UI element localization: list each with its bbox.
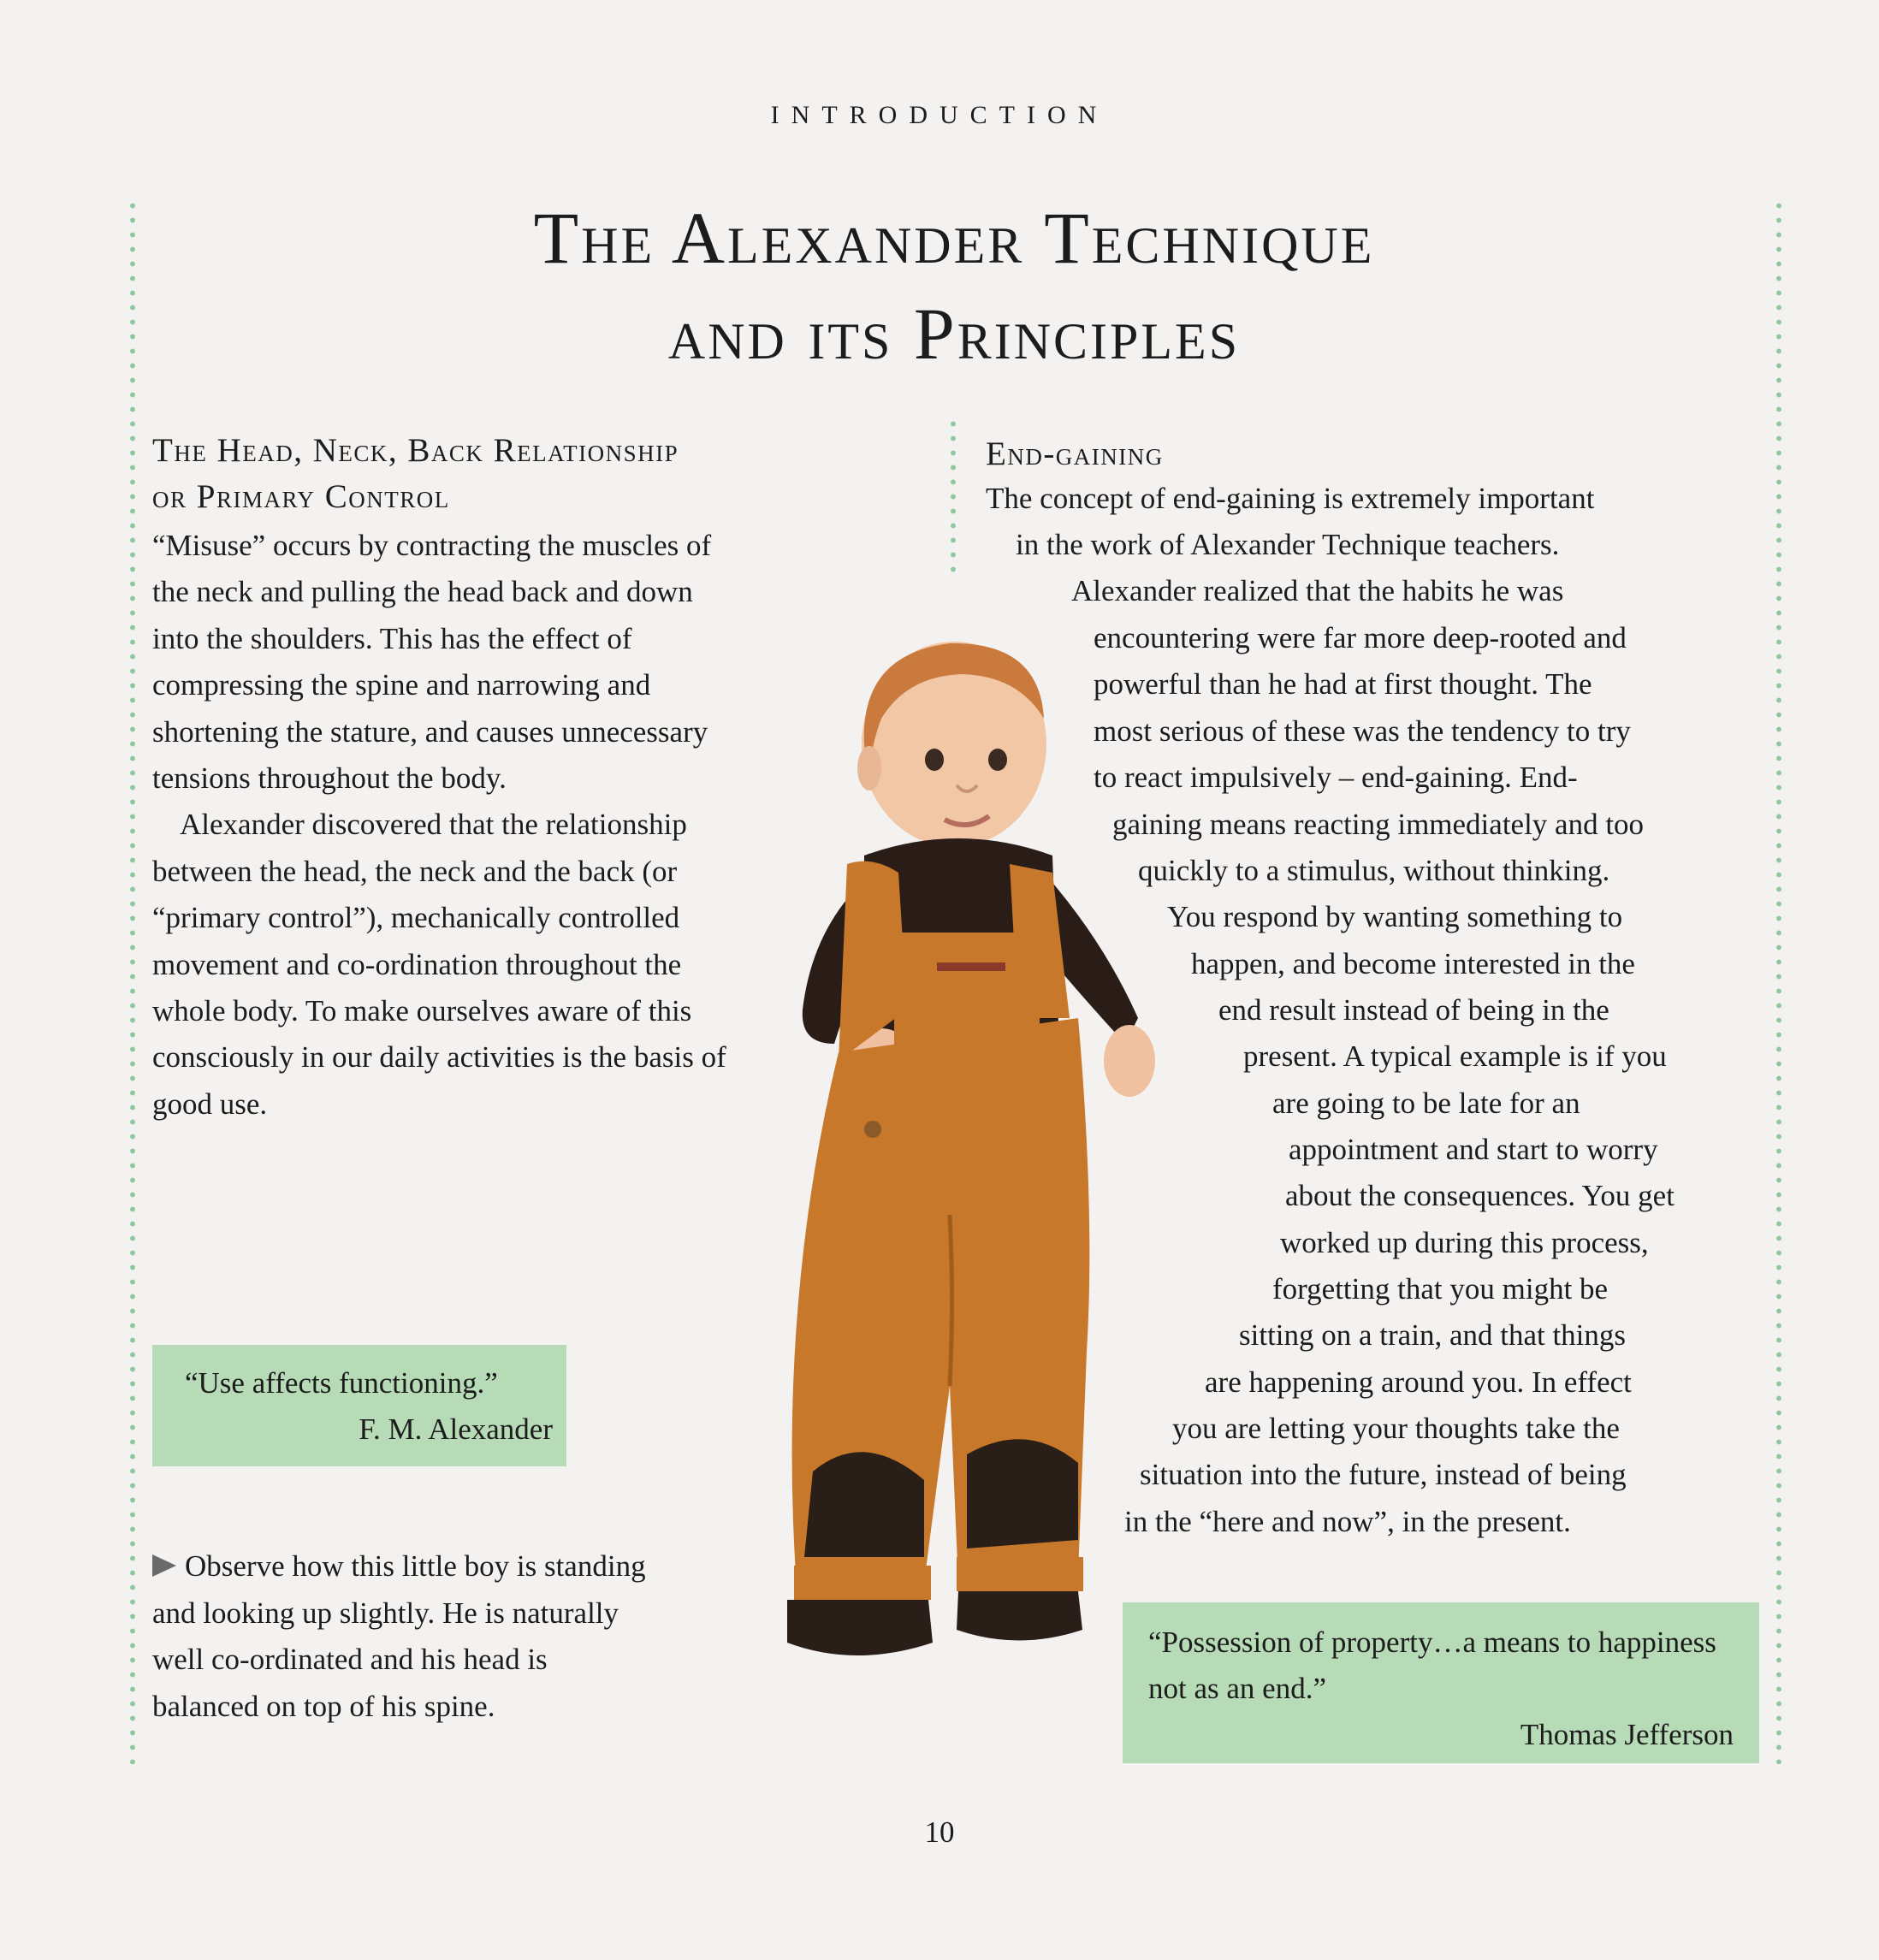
text-line: situation into the future, instead of being [1140,1458,1627,1491]
text-line: appointment and start to worry [1289,1133,1658,1166]
alexander-quote: “Use affects functioning.” [185,1366,498,1400]
end-gaining-heading: End-gaining [986,435,1164,472]
text-line: are going to be late for an [1272,1087,1580,1120]
jefferson-quote: “Possession of property…a means to happiness not as an end.” [1148,1625,1716,1705]
primary-control-heading [152,428,880,520]
text-line: Alexander realized that the habits he was [1071,574,1564,607]
left-dotted-border [130,198,135,1764]
text-line: You respond by wanting something to [1167,900,1623,933]
text-line: encountering were far more deep-rooted and [1094,621,1627,654]
text-line: in the “here and now”, in the present. [1124,1505,1571,1538]
text-line: The concept of end-gaining is extremely important [986,482,1595,515]
text-line: present. A typical example is if you [1243,1039,1667,1073]
text-line: sitting on a train, and that things [1239,1318,1627,1352]
text-line: about the consequences. You get [1285,1179,1675,1212]
primary-control-paragraph: Alexander discovered that the relationship between the head, the neck and the back (or “primary control”), mechanically controlled movement and co-ordination throughout the whole body. To make ourselves aware of this consciously in our daily activities is the basis of good use. [152,808,726,1121]
jefferson-attribution: Thomas Jefferson [1520,1718,1734,1751]
alexander-quote-box [152,1345,566,1466]
title-line-1: The Alexander Technique [533,197,1375,279]
text-line: are happening around you. In effect [1205,1365,1632,1399]
heading-line-1: The Head, Neck, Back Relationship [152,432,679,469]
text-line: end result instead of being in the [1218,993,1609,1027]
text-line: quickly to a stimulus, without thinking. [1138,854,1610,887]
text-line: most serious of these was the tendency to try [1094,714,1631,748]
text-line: forgetting that you might be [1272,1272,1609,1306]
text-line: in the work of Alexander Technique teachers. [1016,528,1560,561]
text-line: to react impulsively – end-gaining. End- [1094,761,1578,794]
caption-text: Observe how this little boy is standing and looking up slightly. He is naturally well co-ordinated and his head is balanced on top of his spine. [152,1549,646,1723]
title-line-2: and its Principles [667,293,1241,375]
column-divider [951,417,956,579]
page-number: 10 [924,1815,955,1849]
right-dotted-border [1776,198,1781,1764]
text-line: powerful than he had at first thought. The [1094,667,1592,701]
text-line: gaining means reacting immediately and too [1112,808,1645,841]
alexander-attribution: F. M. Alexander [359,1412,553,1446]
text-line: worked up during this process, [1280,1226,1649,1259]
page-title [137,190,1771,382]
left-body-text [152,523,743,1128]
running-head: INTRODUCTION [770,101,1109,129]
heading-line-2: or Primary Control [152,478,450,515]
toddler-photo [736,616,1249,1728]
photo-caption [152,1543,649,1730]
text-line: you are letting your thoughts take the [1172,1412,1620,1445]
text-line: happen, and become interested in the [1191,947,1635,980]
misuse-paragraph: “Misuse” occurs by contracting the muscles of the neck and pulling the head back and down into the shoulders. This has the effect of compressing the spine and narrowing and shortening the stature, and causes unnecessary tensions throughout the body. [152,529,712,796]
arrow-icon [152,1554,176,1577]
